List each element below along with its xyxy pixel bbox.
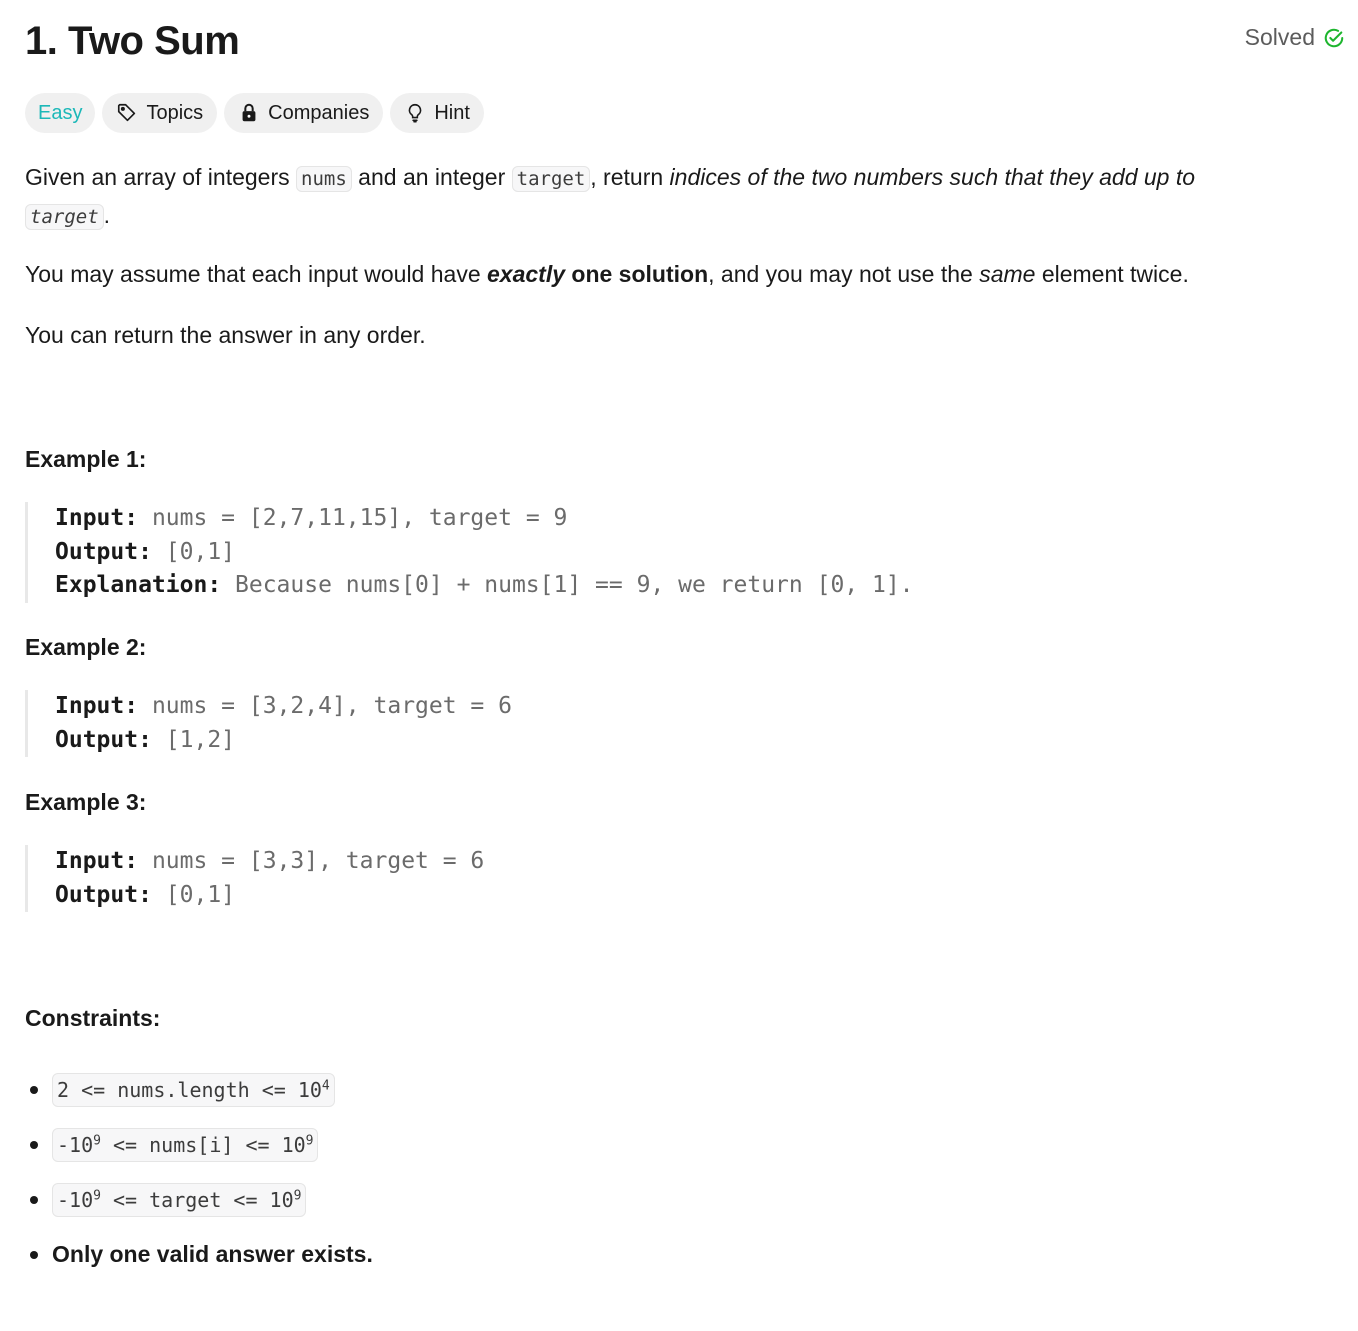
- constraint-text: Only one valid answer exists.: [52, 1241, 373, 1267]
- problem-title: 1. Two Sum: [25, 19, 240, 63]
- emphasis-text: indices of the two numbers such that they add up to: [669, 164, 1196, 190]
- description-paragraph-1: [25, 159, 1325, 235]
- output-value: [0,1]: [151, 881, 236, 908]
- input-value: nums = [3,3], target = 6: [138, 848, 485, 874]
- input-value: nums = [3,2,4], target = 6: [138, 693, 512, 719]
- constraints-list: [25, 1062, 373, 1282]
- inline-code-nums: nums: [296, 166, 352, 192]
- text: .: [103, 202, 111, 228]
- text: You may assume that each input would have: [25, 261, 487, 287]
- text: Given an array of integers: [25, 164, 297, 190]
- superscript: 9: [305, 1132, 314, 1148]
- inline-code-target-italic: target: [25, 204, 104, 230]
- text: element twice.: [1035, 261, 1189, 287]
- superscript: 9: [93, 1187, 101, 1203]
- constraint-item: [25, 1172, 373, 1227]
- output-label: Output:: [55, 726, 152, 753]
- companies-label: Companies: [268, 101, 370, 124]
- superscript: 9: [93, 1132, 101, 1148]
- solved-status: [1245, 24, 1345, 51]
- explanation-label: Explanation:: [55, 572, 222, 598]
- code-text: -10: [57, 1132, 94, 1157]
- constraint-item: [25, 1227, 373, 1282]
- difficulty-label: Easy: [38, 101, 83, 124]
- description-paragraph-3: You can return the answer in any order.: [25, 322, 426, 348]
- superscript: 9: [293, 1187, 302, 1203]
- lock-icon: [238, 102, 260, 124]
- difficulty-badge[interactable]: [25, 93, 95, 133]
- strong-text: one solution: [565, 261, 709, 287]
- strong-emphasis-text: exactly: [487, 261, 566, 287]
- input-label: Input:: [55, 693, 139, 719]
- constraint-item: [25, 1117, 373, 1172]
- example-3-block: [25, 845, 484, 912]
- constraints-heading: Constraints:: [25, 1005, 161, 1031]
- code-text: -10: [57, 1187, 94, 1212]
- hint-label: Hint: [434, 101, 470, 124]
- example-1-heading: Example 1:: [25, 446, 147, 472]
- example-1-block: [25, 502, 914, 603]
- text: and an integer: [351, 164, 512, 190]
- emphasis-text: same: [979, 261, 1036, 287]
- constraint-item: [25, 1062, 373, 1117]
- companies-button[interactable]: [224, 93, 383, 133]
- code-text: <= nums[i] <= 10: [100, 1132, 306, 1157]
- constraint-code: [52, 1128, 318, 1162]
- tag-icon: [116, 102, 138, 124]
- text: , and you may not use the: [708, 261, 980, 287]
- lightbulb-icon: [404, 102, 426, 124]
- inline-code-target: target: [512, 166, 591, 192]
- superscript: 4: [321, 1077, 330, 1093]
- topics-button[interactable]: [102, 93, 217, 133]
- hint-button[interactable]: [390, 93, 484, 133]
- input-label: Input:: [55, 505, 139, 531]
- input-label: Input:: [55, 848, 139, 874]
- tag-chips: [25, 93, 484, 133]
- input-value: nums = [2,7,11,15], target = 9: [138, 505, 568, 531]
- code-text: <= target <= 10: [100, 1187, 294, 1212]
- example-3-heading: Example 3:: [25, 789, 147, 815]
- check-circle-icon: [1323, 27, 1345, 49]
- output-value: [1,2]: [151, 726, 236, 753]
- topics-label: Topics: [146, 101, 204, 124]
- description-paragraph-2: [25, 256, 1325, 292]
- text: , return: [590, 164, 670, 190]
- output-label: Output:: [55, 881, 152, 908]
- constraint-code: [52, 1073, 335, 1107]
- solved-label: Solved: [1244, 24, 1315, 50]
- example-2-heading: Example 2:: [25, 634, 147, 660]
- constraint-code: [52, 1183, 306, 1217]
- example-2-block: [25, 690, 512, 757]
- output-label: Output:: [55, 538, 152, 565]
- code-text: 2 <= nums.length <= 10: [57, 1077, 322, 1102]
- explanation-value: Because nums[0] + nums[1] == 9, we return [0, 1].: [221, 572, 914, 598]
- output-value: [0,1]: [151, 538, 236, 565]
